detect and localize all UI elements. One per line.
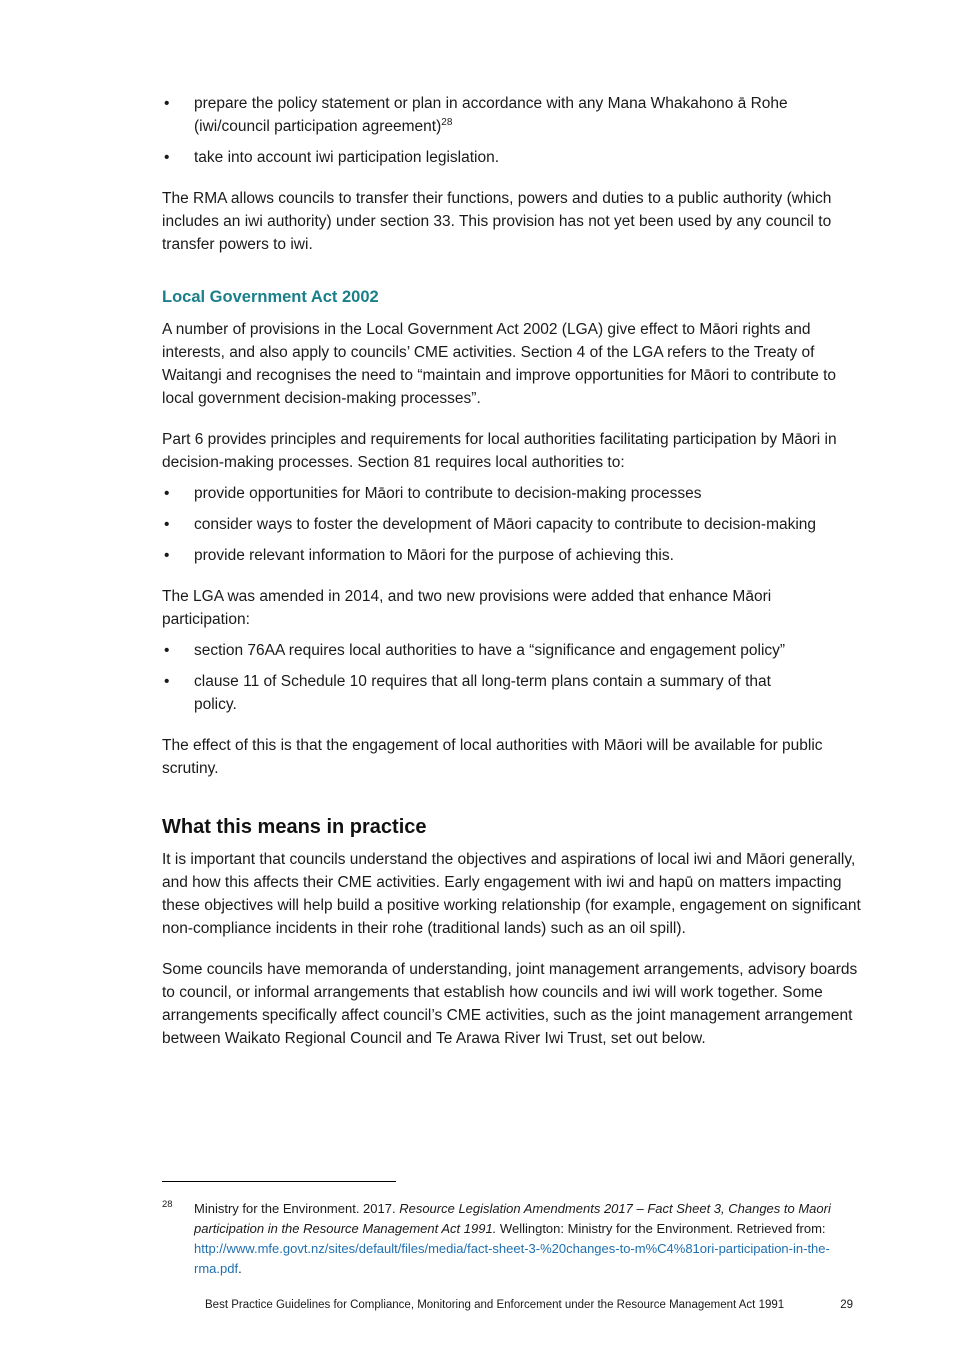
list-item	[162, 670, 862, 716]
bullet-icon: •	[164, 485, 170, 502]
bullet-text: provide opportunities for Māori to contribute to decision-making processes	[194, 485, 702, 502]
section-heading-lga: Local Government Act 2002	[162, 288, 379, 306]
paragraph-lga-effect: The effect of this is that the engagement of local authorities with Māori will be available for public scrutiny.	[162, 737, 823, 777]
footnote-link[interactable]: http://www.mfe.govt.nz/sites/default/files/media/fact-sheet-3-%20changes-to-m%C4%81ori-participation-in-the-rma.pdf	[194, 1241, 830, 1276]
footnote-number: 28	[162, 1199, 173, 1210]
section-heading-practice: What this means in practice	[162, 816, 427, 838]
amendment-bullet-list	[162, 639, 862, 716]
bullet-text: provide relevant information to Māori for the purpose of achieving this.	[194, 547, 674, 564]
paragraph-practice-1: It is important that councils understand the objectives and aspirations of local iwi and Māori generally, and how this affects their CME activities. Early engagement with iwi and hapū on matters impacting these objectives will help build a positive working relationship (for example, engagement on significant non-compliance incidents in their rohe (traditional lands) such as an oil spill).	[162, 851, 861, 937]
bullet-text: section 76AA requires local authorities to have a “significance and engagement policy”	[194, 642, 786, 659]
bullet-icon: •	[164, 642, 170, 659]
bullet-icon: •	[164, 673, 170, 690]
list-item	[162, 544, 862, 567]
bullet-icon: •	[164, 95, 170, 112]
paragraph-lga-amendment: The LGA was amended in 2014, and two new provisions were added that enhance Māori participation:	[162, 588, 772, 628]
footnote-reference[interactable]: 28	[441, 116, 453, 128]
footnote-divider	[162, 1181, 396, 1182]
paragraph-rma: The RMA allows councils to transfer their functions, powers and duties to a public authority (which includes an iwi authority) under section 33. This provision has not yet been used by any council to transfer powers to iwi.	[162, 190, 832, 253]
footnote-text-mid: Wellington: Ministry for the Environment. Retrieved from:	[496, 1221, 826, 1236]
footnote-text-end: .	[238, 1261, 242, 1276]
page-number: 29	[840, 1299, 853, 1311]
bullet-text: prepare the policy statement or plan in accordance with any Mana Whakahono ā Rohe (iwi/council participation agreement)	[194, 95, 788, 135]
footer-title: Best Practice Guidelines for Compliance, Monitoring and Enforcement under the Resource Management Act 1991	[205, 1299, 785, 1311]
footnote-body	[194, 1199, 862, 1279]
paragraph-lga-part6: Part 6 provides principles and requirements for local authorities facilitating participation by Māori in decision-making processes. Section 81 requires local authorities to:	[162, 431, 837, 471]
list-item	[162, 146, 862, 169]
page-body	[162, 92, 862, 1068]
top-bullet-list	[162, 92, 862, 169]
list-item	[162, 482, 862, 505]
bullet-text: clause 11 of Schedule 10 requires that all long-term plans contain a summary of that policy.	[194, 673, 771, 713]
footnote-text-start: Ministry for the Environment. 2017.	[194, 1201, 400, 1216]
footnote-title: Resource Legislation Amendments 2017 – Fact Sheet 3, Changes to Maori participation in the Resource Management Act 1991.	[194, 1201, 831, 1236]
bullet-icon: •	[164, 149, 170, 166]
paragraph-practice-2: Some councils have memoranda of understanding, joint management arrangements, advisory boards to council, or informal arrangements that establish how councils and iwi will work together. Some arrangements specifically affect council’s CME activities, such as the joint management arrangement between Waikato Regional Council and Te Arawa River Iwi Trust, set out below.	[162, 961, 858, 1047]
bullet-icon: •	[164, 547, 170, 564]
bullet-text: consider ways to foster the development of Māori capacity to contribute to decision-making	[194, 516, 817, 533]
list-item	[162, 92, 862, 138]
list-item	[162, 513, 862, 536]
bullet-icon: •	[164, 516, 170, 533]
section81-bullet-list	[162, 482, 862, 567]
list-item	[162, 639, 862, 662]
bullet-text: take into account iwi participation legislation.	[194, 149, 500, 166]
page-footer	[205, 1297, 865, 1313]
paragraph-lga-intro: A number of provisions in the Local Government Act 2002 (LGA) give effect to Māori rights and interests, and also apply to councils’ CME activities. Section 4 of the LGA refers to the Treaty of Waitangi and recognises the need to “maintain and improve opportunities for Māori to contribute to local government decision-making processes”.	[162, 321, 837, 407]
footnote	[162, 1199, 862, 1279]
